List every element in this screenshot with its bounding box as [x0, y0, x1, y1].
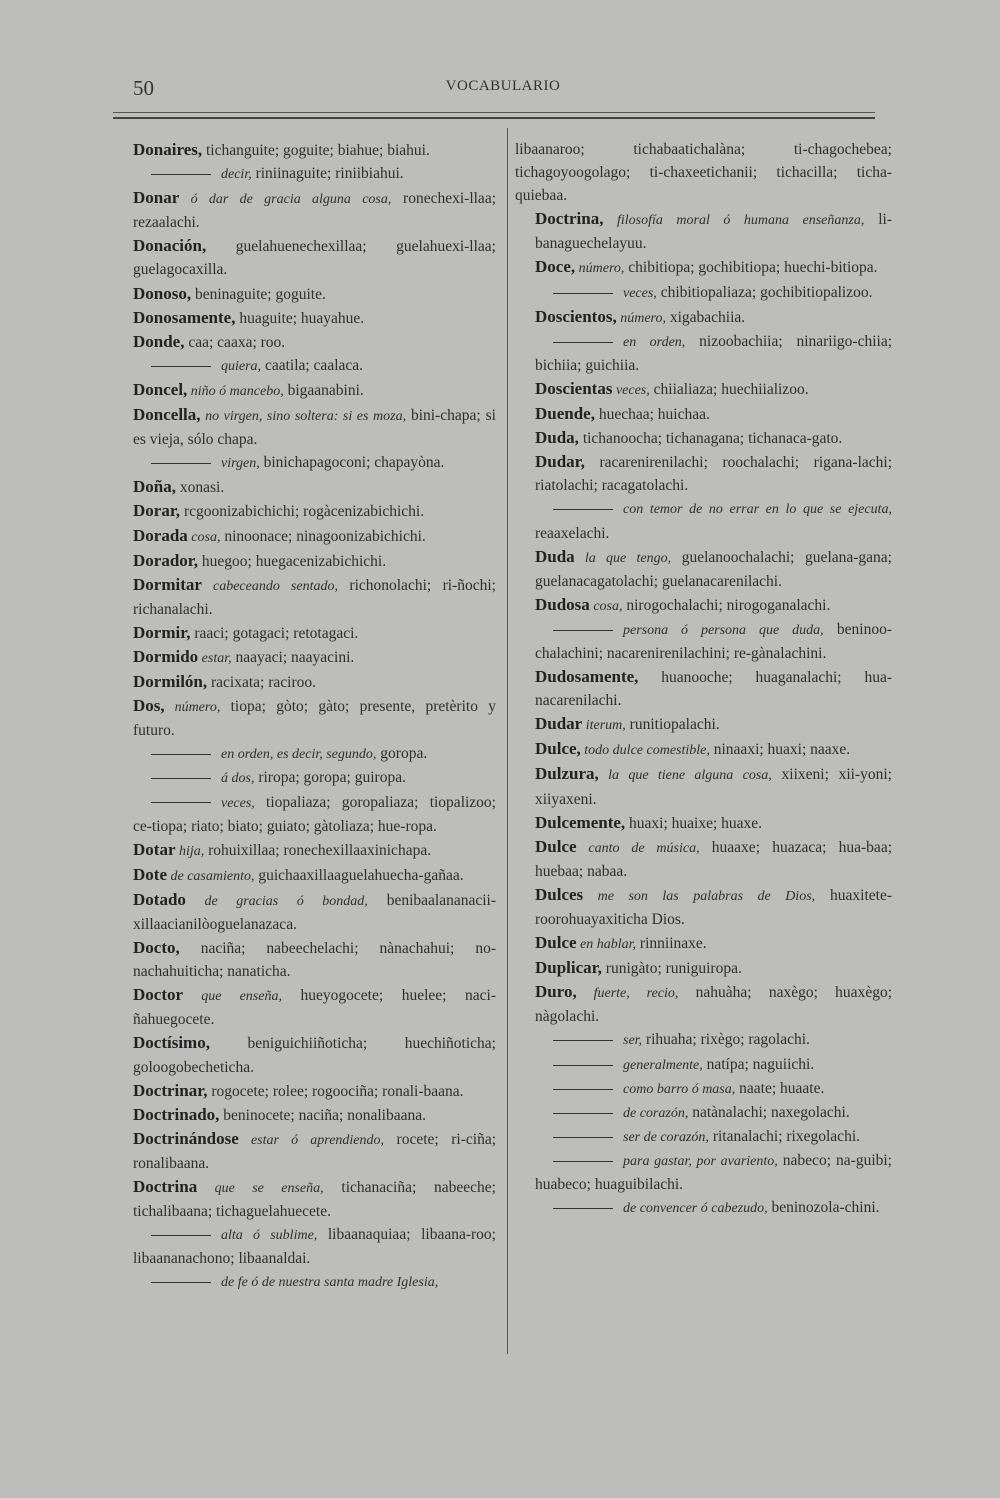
headword: Doctor: [133, 985, 184, 1005]
translation-text: nirogochalachi; nirogoganalachi.: [622, 596, 831, 614]
headword: Doscientos,: [535, 306, 617, 326]
dictionary-entry: [113, 645, 496, 670]
translation-text: ninaaxi; huaxi; naaxe.: [709, 741, 851, 759]
headword: Duende,: [535, 404, 595, 424]
gloss-qualifier: fuerte, recio,: [576, 986, 679, 1002]
headword: Doctrina: [133, 1177, 198, 1197]
dictionary-entry: [113, 524, 496, 549]
translation-text: libaanaquiaa; libaana-roo; libaananachono; libaanaldai.: [133, 1226, 496, 1268]
gloss-qualifier: como barro ó masa,: [623, 1081, 736, 1097]
translation-text: naayaci; naayacini.: [231, 648, 355, 666]
dictionary-entry: [113, 234, 496, 281]
repeat-dash: [151, 366, 211, 367]
gloss-qualifier: en orden, es decir, segundo,: [221, 747, 377, 763]
gloss-qualifier: estar ó aprendiendo,: [238, 1132, 385, 1148]
translation-text: tichanguite; goguite; biahue; biahui.: [202, 142, 430, 159]
repeat-dash: [553, 1208, 613, 1209]
gloss-qualifier: veces,: [612, 382, 650, 398]
translation-text: tiopaliaza; goropaliaza; tiopalizoo; ce-tiopa; riato; biato; guiato; gàtoliaza; hue-ropa.: [133, 793, 496, 835]
headword: Dos,: [133, 696, 165, 716]
headword: Doctrinar,: [133, 1080, 208, 1100]
dictionary-entry: [515, 138, 892, 207]
translation-text: libaanaroo; tichabaatichalàna; ti-chagochebea; tichagoyoogolago; ti-chaxeetichanii; tichacilla; ticha-quiebaa.: [515, 141, 892, 205]
translation-text: binichapagoconi; chapayòna.: [259, 454, 445, 472]
dictionary-entry: [515, 811, 892, 835]
gloss-qualifier: veces,: [623, 285, 657, 301]
translation-text: bini-chapa; si es vieja, sólo chapa.: [133, 407, 496, 449]
translation-text: beninoo-chalachini; nacarenirenilachini; re-gànalachini.: [535, 620, 892, 662]
translation-text: hueyogocete; huelee; naci-ñahuegocete.: [133, 987, 496, 1029]
dictionary-entry: [515, 1077, 892, 1101]
gloss-qualifier: quiera,: [221, 358, 262, 374]
dictionary-entry: [113, 186, 496, 234]
translation-text: rihuaha; rixègo; ragolachi.: [642, 1031, 810, 1049]
headword: Docto,: [133, 938, 180, 958]
repeat-dash: [553, 630, 613, 631]
translation-text: riniinaguite; riniibiahui.: [251, 165, 404, 183]
translation-text: racixata; raciroo.: [207, 674, 317, 692]
gloss-qualifier: no virgen, sino soltera: si es moza,: [200, 409, 407, 425]
translation-text: huanooche; huaganalachi; hua-nacarenilachi.: [535, 669, 892, 710]
gloss-qualifier: iterum,: [582, 718, 626, 734]
translation-text: rohuixillaa; ronechexillaaxinichapa.: [204, 841, 432, 859]
dictionary-entry: [113, 1031, 496, 1078]
gloss-qualifier: persona ó persona que duda,: [623, 622, 824, 638]
dictionary-entry: [113, 162, 496, 186]
running-title: VOCABULARIO: [445, 78, 561, 94]
header-rule-thick: [113, 117, 875, 119]
dictionary-entry: [113, 1270, 496, 1294]
headword: Donaires,: [133, 140, 203, 159]
gloss-qualifier: de corazón,: [623, 1105, 689, 1121]
gloss-qualifier: decir,: [221, 167, 252, 183]
translation-text: naate; huaate.: [735, 1079, 825, 1097]
translation-text: riropa; goropa; guiropa.: [254, 769, 406, 787]
headword: Dotado: [133, 889, 186, 909]
translation-text: caatila; caalaca.: [261, 356, 364, 374]
gloss-qualifier: cosa,: [187, 529, 221, 545]
dictionary-entry: [113, 983, 496, 1031]
dictionary-entry: [113, 936, 496, 983]
dictionary-entry: [113, 282, 496, 306]
gloss-qualifier: en orden,: [623, 334, 686, 350]
dictionary-entry: [515, 450, 892, 497]
translation-text: ritanalachi; rixegolachi.: [708, 1127, 860, 1145]
dictionary-entry: [515, 835, 892, 883]
headword: Doncella,: [133, 405, 201, 425]
gloss-qualifier: ó dar de gracia alguna cosa,: [179, 192, 392, 208]
dictionary-entry: [515, 1028, 892, 1052]
repeat-dash: [151, 778, 211, 779]
translation-text: naciña; nabeechelachi; nànachahui; no-nachahuiticha; nanaticha.: [133, 940, 496, 981]
repeat-dash: [151, 174, 211, 175]
gloss-qualifier: número,: [164, 700, 221, 716]
headword: Duplicar,: [535, 958, 602, 978]
gloss-qualifier: veces,: [221, 795, 255, 811]
dictionary-entry: [113, 354, 496, 378]
headword: Dormir,: [133, 622, 191, 642]
dictionary-entry: [515, 883, 892, 931]
translation-text: huegoo; huegacenizabichichi.: [198, 552, 387, 570]
translation-text: runigàto; runiguiropa.: [601, 960, 742, 978]
translation-text: chibitiopa; gochibitiopa; huechi-bitiopa.: [624, 259, 878, 277]
headword: Dudar: [535, 714, 583, 734]
repeat-dash: [553, 1065, 613, 1066]
translation-text: rocete; ri-ciña; ronalibaana.: [133, 1130, 496, 1172]
translation-text: rinniinaxe.: [636, 935, 707, 953]
dictionary-entry: [113, 888, 496, 936]
headword: Donosamente,: [133, 307, 236, 327]
dictionary-entry: [515, 618, 892, 665]
gloss-qualifier: canto de música,: [576, 840, 700, 856]
translation-text: nahuàha; naxègo; huaxègo; nàgolachi.: [535, 984, 893, 1026]
dictionary-entry: [113, 475, 496, 499]
gloss-qualifier: alta ó sublime,: [221, 1228, 318, 1244]
headword: Dote: [133, 864, 167, 884]
gloss-qualifier: de casamiento,: [166, 868, 255, 884]
dictionary-entry: [515, 497, 892, 544]
headword: Dulce: [535, 933, 577, 953]
repeat-dash: [553, 1113, 613, 1114]
headword: Doña,: [133, 477, 176, 497]
dictionary-entry: [113, 1175, 496, 1223]
headword: Dotar: [133, 839, 176, 859]
gloss-qualifier: cosa,: [589, 598, 623, 614]
headword: Dudosa: [535, 594, 590, 614]
headword: Dudosamente,: [535, 667, 639, 687]
translation-text: nabeco; na-guibi; huabeco; huaguibilachi.: [535, 1151, 892, 1194]
repeat-dash: [553, 1089, 613, 1090]
translation-text: huechaa; huichaa.: [594, 406, 710, 424]
dictionary-entry: [515, 426, 892, 450]
translation-text: goropa.: [376, 745, 428, 763]
headword: Dulce: [535, 836, 577, 856]
dictionary-entry: [113, 1079, 496, 1103]
gloss-qualifier: todo dulce comestible,: [580, 743, 710, 759]
dictionary-entry: [113, 766, 496, 790]
dictionary-entry: [515, 207, 892, 255]
headword: Duro,: [535, 982, 577, 1002]
dictionary-entry: [113, 742, 496, 766]
gloss-qualifier: estar,: [198, 650, 232, 666]
translation-text: rogocete; rolee; rogoociña; ronali-baana.: [207, 1082, 464, 1100]
page-header: [133, 76, 873, 104]
dictionary-entry: [515, 1149, 892, 1196]
dictionary-entry: [113, 378, 496, 403]
repeat-dash: [553, 509, 613, 510]
translation-text: runitiopalachi.: [625, 716, 720, 734]
dictionary-entry: [515, 305, 892, 330]
dictionary-entry: [515, 1053, 892, 1077]
headword: Dorar,: [133, 501, 181, 521]
dictionary-entry: [515, 377, 892, 402]
gloss-qualifier: la que tengo,: [574, 550, 672, 566]
dictionary-entry: [113, 791, 496, 838]
dictionary-entry: [113, 1103, 496, 1127]
repeat-dash: [151, 1282, 211, 1283]
gloss-qualifier: de fe ó de nuestra santa madre Iglesia,: [221, 1275, 439, 1291]
translation-text: tiopa; gòto; gàto; presente, pretèrito y futuro.: [133, 698, 496, 740]
repeat-dash: [553, 1137, 613, 1138]
dictionary-entry: [515, 1125, 892, 1149]
page-number: 50: [133, 76, 154, 100]
dictionary-entry: [515, 956, 892, 980]
dictionary-entry: [113, 549, 496, 573]
dictionary-entry: [515, 1196, 892, 1220]
gloss-qualifier: con temor de no errar en lo que se ejecuta,: [623, 502, 892, 518]
translation-text: xonasi.: [175, 479, 225, 497]
gloss-qualifier: número,: [575, 261, 625, 277]
translation-text: ronechexi-llaa; rezaalachi.: [133, 190, 497, 232]
gloss-qualifier: para gastar, por avariento,: [623, 1153, 778, 1169]
translation-text: beninozola-chini.: [767, 1199, 880, 1217]
dictionary-entry: [515, 1101, 892, 1125]
headword: Dulce,: [535, 739, 581, 759]
translation-text: ninoonace; ninagoonizabichichi.: [220, 527, 426, 545]
headword: Duda: [535, 546, 575, 566]
headword: Dormido: [133, 646, 199, 666]
dictionary-entry: [113, 451, 496, 475]
repeat-dash: [151, 1235, 211, 1236]
dictionary-entry: [113, 621, 496, 645]
repeat-dash: [553, 293, 613, 294]
gloss-qualifier: filosofía moral ó humana enseñanza,: [603, 213, 865, 229]
dictionary-entry: [113, 138, 496, 162]
gloss-qualifier: virgen,: [221, 456, 260, 472]
dictionary-entry: [515, 402, 892, 426]
dictionary-entry: [515, 762, 892, 810]
gloss-qualifier: de gracias ó bondad,: [185, 893, 368, 909]
headword: Doctrinándose: [133, 1128, 239, 1148]
headword: Doncel,: [133, 379, 188, 399]
headword: Donoso,: [133, 283, 192, 303]
gloss-qualifier: en hablar,: [576, 937, 637, 953]
gloss-qualifier: á dos,: [221, 771, 255, 787]
translation-text: nizoobachiia; ninariigo-chiia; bichiia; guichiia.: [535, 332, 893, 374]
repeat-dash: [553, 1161, 613, 1162]
translation-text: beniguichiiñoticha; huechiñoticha; goloogobecheticha.: [133, 1035, 496, 1076]
translation-text: benibaalananacii-xillaacianilòoguelanazaca.: [133, 891, 497, 933]
headword: Donde,: [133, 331, 185, 351]
translation-text: caa; caaxa; roo.: [184, 333, 286, 351]
gloss-qualifier: me son las palabras de Dios,: [583, 888, 816, 904]
repeat-dash: [151, 754, 211, 755]
headword: Dulces: [535, 884, 584, 904]
gloss-qualifier: la que tiene alguna cosa,: [598, 768, 772, 784]
translation-text: richonolachi; ri-ñochi; richanalachi.: [133, 576, 496, 618]
dictionary-entry: [515, 737, 892, 762]
gloss-qualifier: número,: [616, 310, 666, 326]
gloss-qualifier: hija,: [175, 843, 205, 859]
headword: Doctrina,: [535, 209, 604, 229]
gloss-qualifier: que se enseña,: [197, 1181, 324, 1197]
column-divider: [507, 128, 508, 1354]
dictionary-entry: [113, 1127, 496, 1175]
dictionary-entry: [113, 306, 496, 330]
headword: Doscientas: [535, 378, 613, 398]
translation-text: raaci; gotagaci; retotagaci.: [190, 624, 359, 642]
headword: Doctísimo,: [133, 1033, 210, 1053]
translation-text: huaxitete-roorohuayaxiticha Dios.: [535, 886, 892, 928]
gloss-qualifier: que enseña,: [183, 989, 282, 1005]
headword: Dormitar: [133, 574, 202, 594]
translation-text: li-banaguechelayuu.: [535, 211, 892, 253]
repeat-dash: [553, 342, 613, 343]
gloss-qualifier: generalmente,: [623, 1057, 703, 1073]
dictionary-entry: [113, 403, 496, 451]
gloss-qualifier: de convencer ó cabezudo,: [623, 1201, 768, 1217]
header-rule: [113, 112, 875, 113]
headword: Dulzura,: [535, 764, 599, 784]
translation-text: guelahuenechexillaa; guelahuexi-llaa; guelagocaxilla.: [133, 238, 496, 279]
translation-text: reaaxelachi.: [535, 524, 610, 542]
translation-text: tichanaciña; nabeeche; tichalibaana; tichaguelahuecete.: [133, 1179, 496, 1221]
translation-text: chiialiaza; huechiializoo.: [649, 380, 809, 398]
translation-text: huaaxe; huazaca; hua-baa; huebaa; nabaa.: [535, 838, 892, 880]
translation-text: racarenirenilachi; roochalachi; rigana-lachi; riatolachi; racagatolachi.: [535, 454, 892, 495]
dictionary-entry: [113, 1223, 496, 1270]
headword: Dorada: [133, 525, 188, 545]
headword: Dudar,: [535, 452, 585, 472]
dictionary-entry: [113, 330, 496, 354]
translation-text: chibitiopaliaza; gochibitiopalizoo.: [656, 283, 873, 301]
dictionary-entry: [113, 694, 496, 742]
headword: Dulcemente,: [535, 812, 626, 832]
translation-text: tichanoocha; tichanagana; tichanaca-gato.: [578, 430, 843, 448]
gloss-qualifier: cabeceando sentado,: [201, 578, 338, 594]
dictionary-entry: [515, 593, 892, 618]
left-column: [113, 138, 496, 1295]
translation-text: beninocete; naciña; nonalibaana.: [219, 1106, 426, 1124]
translation-text: bigaanabini.: [283, 381, 364, 399]
translation-text: natànalachi; naxegolachi.: [688, 1103, 850, 1121]
headword: Dorador,: [133, 550, 199, 570]
headword: Duda,: [535, 428, 579, 448]
dictionary-entry: [113, 499, 496, 523]
translation-text: rcgoonizabichichi; rogàcenizabichichi.: [180, 503, 425, 521]
headword: Donar: [133, 188, 180, 208]
dictionary-entry: [113, 670, 496, 694]
translation-text: huaxi; huaixe; huaxe.: [625, 814, 763, 832]
dictionary-entry: [113, 863, 496, 888]
headword: Donación,: [133, 236, 207, 256]
translation-text: natípa; naguiichi.: [702, 1055, 815, 1073]
gloss-qualifier: ser,: [623, 1033, 643, 1049]
headword: Dormilón,: [133, 672, 208, 692]
dictionary-entry: [113, 838, 496, 863]
translation-text: huaguite; huayahue.: [235, 309, 365, 327]
repeat-dash: [553, 1040, 613, 1041]
repeat-dash: [151, 463, 211, 464]
dictionary-entry: [515, 665, 892, 712]
headword: Doce,: [535, 257, 576, 277]
dictionary-entry: [515, 931, 892, 956]
dictionary-entry: [515, 330, 892, 377]
dictionary-entry: [515, 545, 892, 593]
translation-text: beninaguite; goguite.: [191, 285, 326, 303]
gloss-qualifier: ser de corazón,: [623, 1129, 709, 1145]
headword: Doctrinado,: [133, 1104, 220, 1124]
translation-text: xiixeni; xii-yoni; xiiyaxeni.: [535, 766, 892, 808]
translation-text: guelanoochalachi; guelana-gana; guelanacagatolachi; guelanacarenilachi.: [535, 548, 892, 590]
dictionary-entry: [113, 573, 496, 621]
gloss-qualifier: niño ó mancebo,: [187, 383, 284, 399]
dictionary-entry: [515, 281, 892, 305]
translation-text: guichaaxillaaguelahuecha-gañaa.: [254, 866, 464, 884]
dictionary-entry: [515, 712, 892, 737]
repeat-dash: [151, 802, 211, 803]
translation-text: xigabachiia.: [665, 308, 746, 326]
right-column: [515, 138, 892, 1220]
dictionary-entry: [515, 980, 892, 1028]
dictionary-entry: [515, 255, 892, 280]
